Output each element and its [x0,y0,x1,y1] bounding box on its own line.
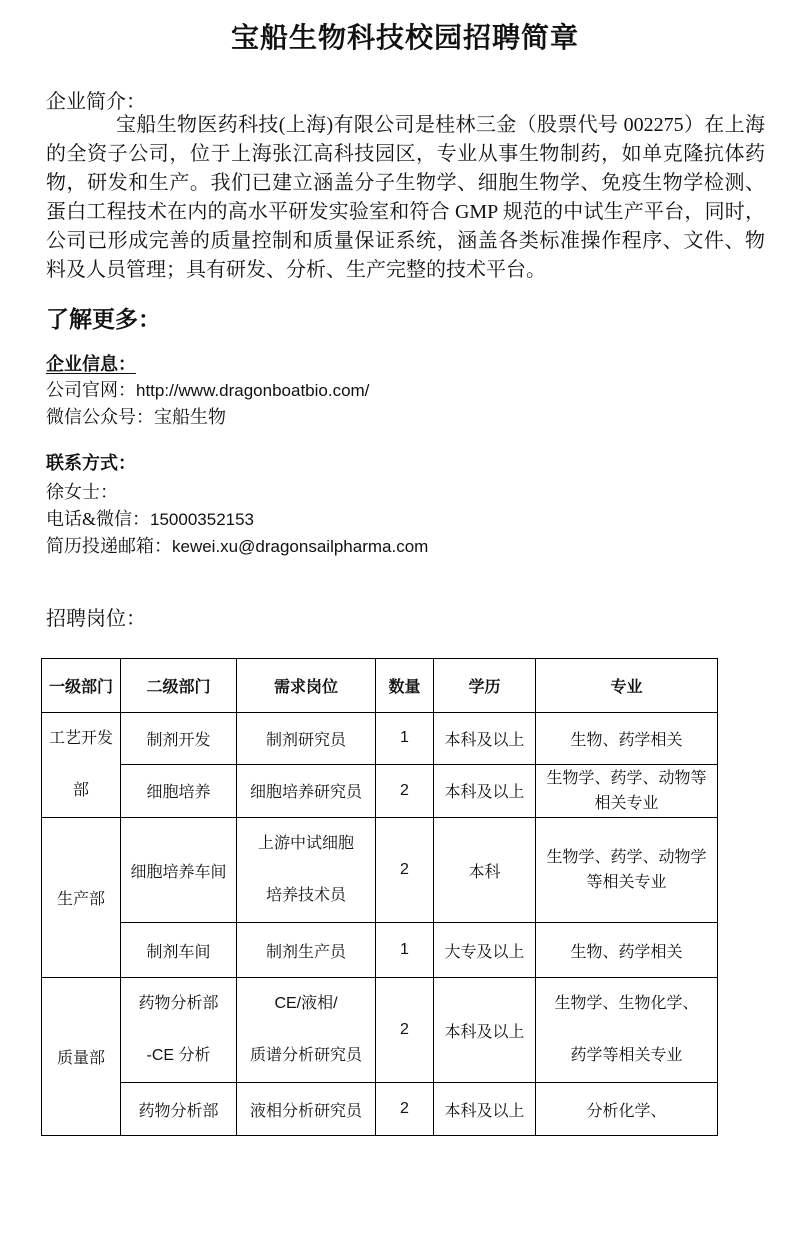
cell-line: 药学等相关专业 [570,1047,683,1064]
header-dept-level1: 一级部门 [42,659,121,713]
cell-degree: 本科及以上 [434,1083,536,1136]
header-position: 需求岗位 [237,659,376,713]
cell-line: 药物分析部 [138,995,219,1012]
table-row [42,923,718,978]
cell-count: 2 [376,818,434,923]
table-row [42,1083,718,1136]
phone-number: 15000352153 [150,510,255,529]
website-url: http://www.dragonboatbio.com/ [136,381,370,400]
website-label: 公司官网： [46,380,136,400]
header-major: 专业 [536,659,718,713]
cell-line: 生物学、生物化学、 [554,995,699,1012]
cell-position [237,818,376,923]
cell-sub-dept: 细胞培养 [121,764,237,817]
cell-count: 1 [376,923,434,978]
table-row [42,978,718,1083]
page-title: 宝船生物科技校园招聘简章 [230,22,579,53]
cell-count: 1 [376,713,434,765]
cell-degree: 本科及以上 [434,713,536,765]
contact-heading: 联系方式： [46,453,136,473]
cell-count: 2 [376,1083,434,1136]
cell-major [536,764,718,817]
positions-section-label: 招聘岗位： [46,608,146,630]
learn-more-heading: 了解更多： [46,306,161,332]
header-degree: 学历 [434,659,536,713]
cell-line: 质谱分析研究员 [249,1047,362,1064]
wechat-line [46,403,226,429]
cell-line: 生产部 [56,891,105,908]
header-dept-level2: 二级部门 [121,659,237,713]
cell-major: 分析化学、 [536,1083,718,1136]
cell-line: CE/液相/ [274,995,338,1012]
cell-major [536,818,718,923]
cell-sub-dept: 制剂车间 [121,923,237,978]
cell-position: 细胞培养研究员 [237,764,376,817]
cell-line: 生物学、药学、动物等 [546,769,707,787]
cell-count: 2 [376,978,434,1083]
cell-major: 生物、药学相关 [536,713,718,765]
header-count: 数量 [376,659,434,713]
cell-dept [42,818,121,978]
cell-line: 等相关专业 [586,874,667,891]
cell-sub-dept [121,978,237,1083]
cell-line: 质量部 [56,1050,105,1067]
email-address: kewei.xu@dragonsailpharma.com [172,537,429,556]
cell-position: 制剂生产员 [237,923,376,978]
company-intro-paragraph: 宝船生物医药科技(上海)有限公司是桂林三金（股票代号 002275）在上海的全资子公司，位于上海张江高科技园区，专业从事生物制药，如单克隆抗体药物，研发和生产。我们已建立涵盖分子生物学、细胞生物学、免疫生物学检测、蛋白工程技术在内的高水平研发实验室和符合 GMP 规范的中试生产平台，同时，公司已形成完善的质量控制和质量保证系统，涵盖各类标准操作程序、文件、物料及人员管理；具有研发、分析、生产完整的技术平台。 [46,114,765,281]
cell-degree: 本科及以上 [434,978,536,1083]
phone-line [46,505,254,531]
table-row [42,818,718,923]
cell-degree: 本科及以上 [434,764,536,817]
company-intro-label: 企业简介： [46,91,146,113]
cell-position: 液相分析研究员 [237,1083,376,1136]
cell-degree: 本科 [434,818,536,923]
cell-line: -CE 分析 [146,1047,211,1064]
cell-line: 相关专业 [594,794,659,812]
cell-line: 部 [72,782,89,799]
website-line [46,376,369,402]
email-line [46,532,428,558]
cell-dept [42,978,121,1136]
wechat-label: 微信公众号： [46,407,154,427]
email-label: 简历投递邮箱： [46,536,172,556]
cell-major [536,978,718,1083]
cell-count: 2 [376,764,434,817]
cell-sub-dept: 细胞培养车间 [121,818,237,923]
company-info-heading: 企业信息： [46,354,136,374]
contact-person: 徐女士： [46,482,118,502]
phone-label: 电话&微信： [46,509,151,529]
cell-line: 培养技术员 [265,887,346,904]
cell-degree: 大专及以上 [434,923,536,978]
positions-table [41,658,718,1136]
cell-sub-dept: 药物分析部 [121,1083,237,1136]
cell-position: 制剂研究员 [237,713,376,765]
cell-position [237,978,376,1083]
table-row [42,764,718,817]
cell-line: 生物学、药学、动物学 [546,849,707,866]
wechat-account: 宝船生物 [154,407,226,427]
cell-major: 生物、药学相关 [536,923,718,978]
cell-dept [42,713,121,818]
cell-sub-dept: 制剂开发 [121,713,237,765]
table-header-row [42,659,718,713]
cell-line: 工艺开发 [48,730,113,747]
cell-line: 上游中试细胞 [257,835,354,852]
table-row [42,713,718,765]
